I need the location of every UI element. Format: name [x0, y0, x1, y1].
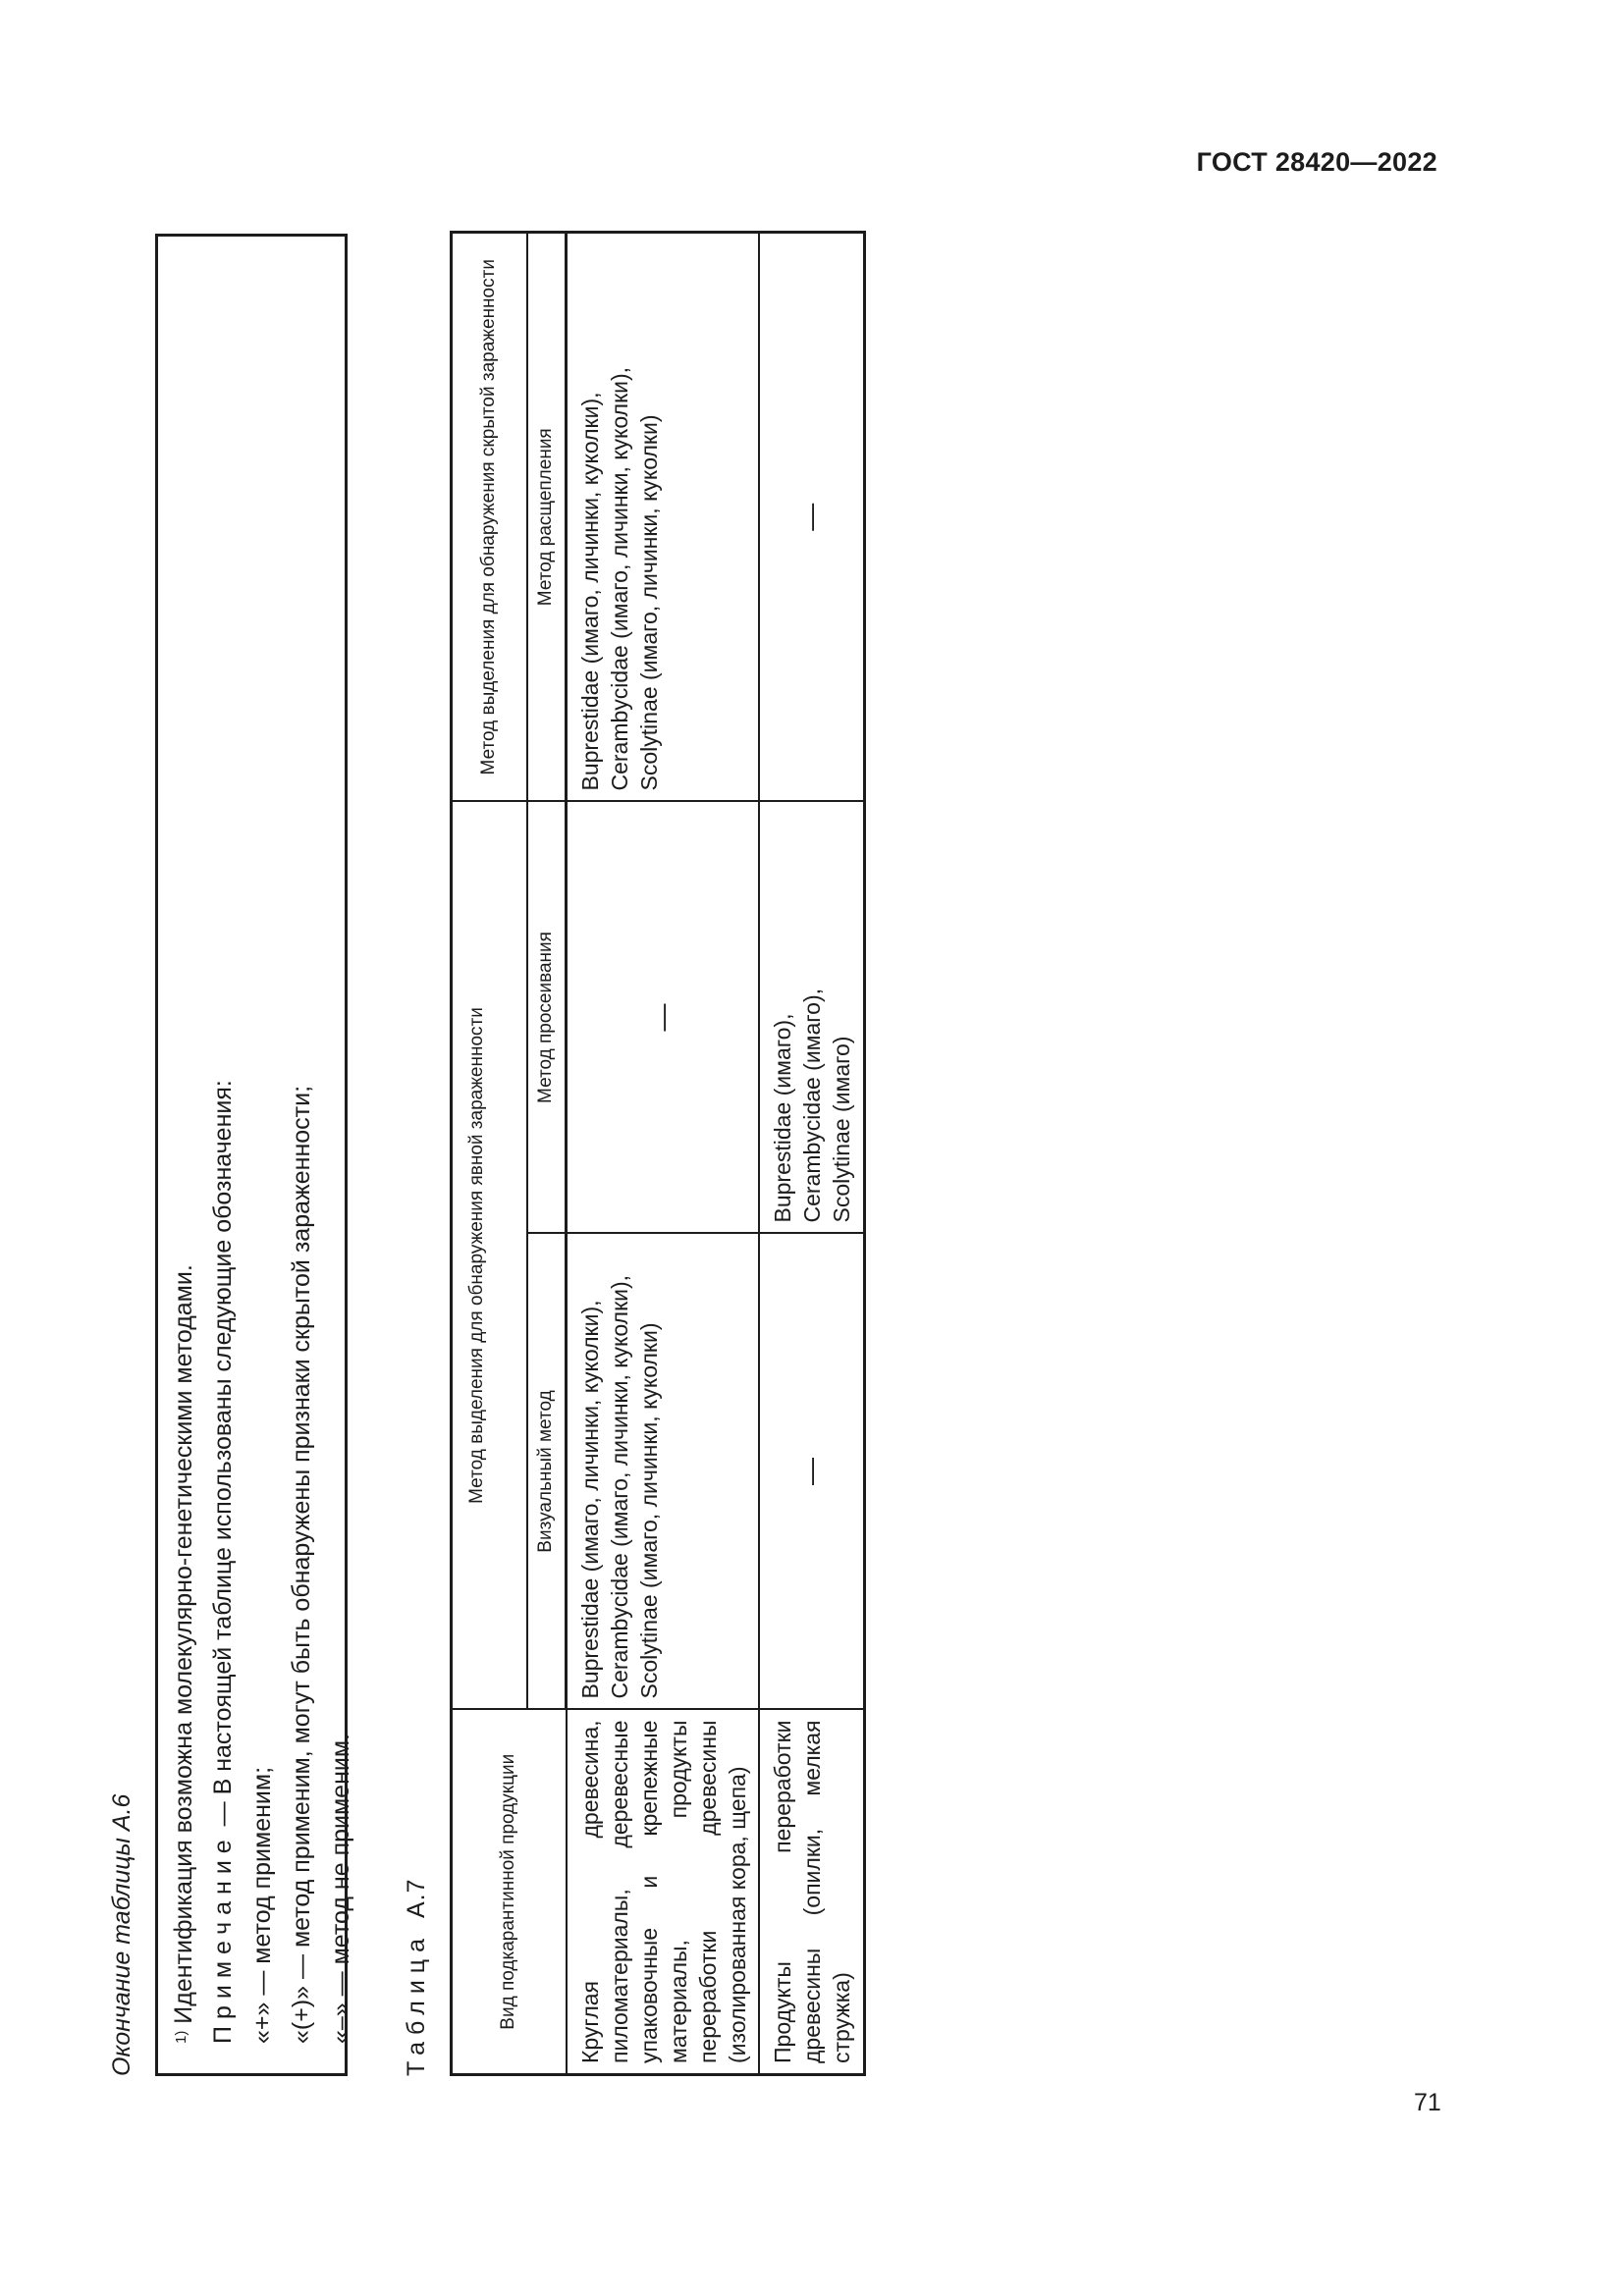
row-sieving-cell [759, 802, 865, 1234]
notes-box [155, 234, 354, 2076]
standard-code: ГОСТ 28420—2022 [1196, 147, 1437, 177]
note-item: «+» — метод применим; [248, 1766, 276, 2044]
footnote-text: Идентификация возможна молекулярно-генетическими методами. [170, 1264, 197, 2024]
cell-line: Cerambycidae (имаго), [798, 988, 825, 1223]
row-splitting-cell: — [759, 233, 865, 802]
header-hidden-group: Метод выделения для обнаружения скрытой зараженности [452, 233, 527, 802]
header-splitting: Метод расщепления [527, 233, 567, 802]
note-item: «–» — метод не применим. [327, 1734, 354, 2044]
row-product-cell: Круглая древесина, пиломатериалы, деревесные упаковочные и крепежные материалы, продукты переработки древесины (изолированная кора, щепа) [567, 1710, 759, 2075]
footnote-marker: 1) [173, 2030, 189, 2044]
row-visual-cell [567, 1234, 759, 1710]
note-line [203, 237, 243, 2044]
table-row [759, 233, 865, 2075]
footnote-line [164, 237, 203, 2044]
continuation-caption: Окончание таблицы А.6 [108, 1793, 135, 2076]
header-explicit-group: Метод выделения для обнаружения явной зараженности [452, 802, 527, 1710]
table-row [567, 233, 759, 2075]
note-label: Примечание [209, 1833, 237, 2044]
table-label-number: А.7 [403, 1878, 430, 1919]
note-item: «(+)» — метод применим, могут быть обнаружены признаки скрытой зараженности; [288, 1085, 315, 2044]
cell-line: Scolytinae (имаго) [828, 1036, 854, 1223]
cell-line: Buprestidae (имаго), [769, 1013, 795, 1223]
row-visual-cell: — [759, 1234, 865, 1710]
cell-line: Cerambycidae (имаго, личинки, куколки), [607, 1274, 632, 1699]
note-text: — В настоящей таблице использованы следующие обозначения: [209, 1080, 237, 1834]
table-label [403, 1878, 431, 2076]
rotated-content [108, 231, 854, 2076]
row-sieving-cell: — [567, 802, 759, 1234]
row-product-cell: Продукты переработки древесины (опилки, мелкая стружка) [759, 1710, 865, 2075]
header-sieving: Метод просеивания [527, 802, 567, 1234]
header-product-type: Вид подкарантинной продукции [452, 1710, 567, 2075]
page-number: 71 [1414, 2089, 1441, 2116]
cell-line: Buprestidae (имаго, личинки, куколки), [577, 392, 603, 791]
table-label-word: Таблица [403, 1931, 430, 2076]
cell-line: Scolytinae (имаго, личинки, куколки) [636, 1322, 662, 1699]
cell-line: Buprestidae (имаго, личинки, куколки), [577, 1300, 603, 1699]
header-visual: Визуальный метод [527, 1234, 567, 1710]
row-splitting-cell [567, 233, 759, 802]
cell-line: Scolytinae (имаго, личинки, куколки) [636, 414, 662, 791]
cell-line: Cerambycidae (имаго, личинки, куколки), [607, 366, 632, 791]
table-a7 [450, 231, 866, 2076]
